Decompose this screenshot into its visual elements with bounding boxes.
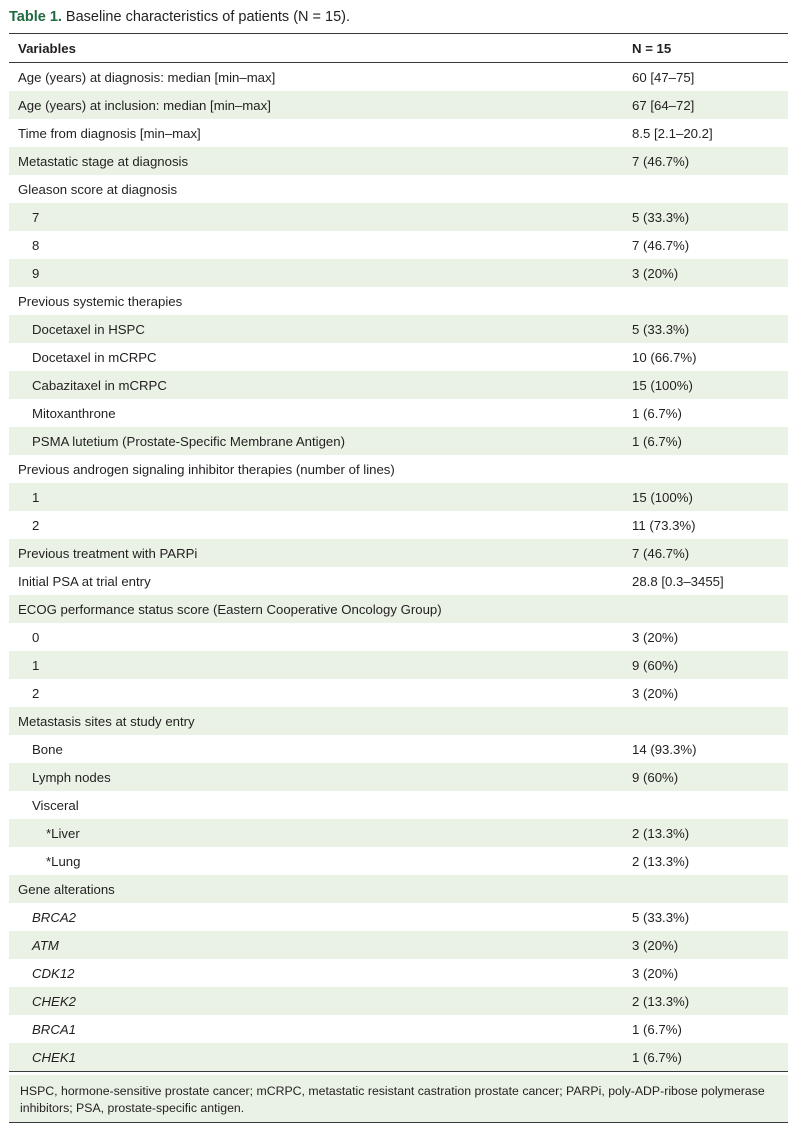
row-value: 15 (100%) — [621, 371, 788, 399]
row-value: 3 (20%) — [632, 965, 679, 981]
row-label: BRCA1 — [32, 1021, 76, 1037]
row-value: 2 (13.3%) — [632, 853, 690, 869]
row-label: 9 — [9, 259, 621, 287]
row-value: 11 (73.3%) — [632, 517, 696, 533]
row-label: Age (years) at inclusion: median [min–max] — [9, 91, 621, 119]
table-row — [9, 1015, 788, 1043]
row-label: CHEK1 — [9, 1043, 621, 1072]
table-row — [9, 175, 788, 203]
row-label: 1 — [9, 651, 621, 679]
row-value — [621, 595, 788, 623]
row-value: 2 (13.3%) — [621, 819, 788, 847]
table-row — [9, 259, 788, 287]
row-label: Initial PSA at trial entry — [18, 573, 151, 589]
row-label: Gene alterations — [9, 875, 621, 903]
row-label: 1 — [9, 483, 621, 511]
table-label: Table 1. — [9, 9, 62, 25]
row-value: 5 (33.3%) — [621, 315, 788, 343]
row-value — [621, 287, 788, 315]
row-label: ATM — [9, 931, 621, 959]
table-row — [9, 287, 788, 315]
row-value: 1 (6.7%) — [621, 427, 788, 455]
table-row — [9, 623, 788, 651]
row-value: 5 (33.3%) — [632, 909, 690, 925]
table-header-row — [9, 34, 788, 63]
table-row — [9, 511, 788, 539]
row-value: 1 (6.7%) — [632, 1021, 682, 1037]
header-variables: Variables — [9, 34, 621, 63]
table-row — [9, 651, 788, 679]
row-label: Previous treatment with PARPi — [9, 539, 621, 567]
table-row — [9, 903, 788, 931]
table-row — [9, 147, 788, 175]
row-value: 2 (13.3%) — [621, 987, 788, 1015]
table-row — [9, 231, 788, 259]
table-row — [9, 847, 788, 875]
row-value — [621, 175, 788, 203]
row-label: Mitoxanthrone — [32, 405, 116, 421]
row-value: 9 (60%) — [621, 763, 788, 791]
table-row — [9, 931, 788, 959]
row-value — [621, 707, 788, 735]
row-label: Lymph nodes — [9, 763, 621, 791]
table-row — [9, 819, 788, 847]
table-row — [9, 735, 788, 763]
row-value: 67 [64–72] — [621, 91, 788, 119]
header-n: N = 15 — [621, 34, 788, 63]
row-value: 5 (33.3%) — [621, 203, 788, 231]
table-row — [9, 707, 788, 735]
row-value: 3 (20%) — [621, 259, 788, 287]
table-title: Baseline characteristics of patients (N = 15). — [65, 9, 351, 25]
row-label: Gleason score at diagnosis — [18, 181, 178, 197]
table-row — [9, 315, 788, 343]
table-row — [9, 875, 788, 903]
row-value: 7 (46.7%) — [621, 147, 788, 175]
table-row — [9, 427, 788, 455]
table-row — [9, 483, 788, 511]
table-row — [9, 203, 788, 231]
table-row — [9, 399, 788, 427]
row-value: 15 (100%) — [621, 483, 788, 511]
row-value: 60 [47–75] — [632, 69, 695, 85]
table-row — [9, 791, 788, 819]
row-value: 3 (20%) — [632, 629, 679, 645]
row-value: 9 (60%) — [621, 651, 788, 679]
row-label: 7 — [9, 203, 621, 231]
row-value: 1 (6.7%) — [632, 405, 682, 421]
row-value: 8.5 [2.1–20.2] — [632, 125, 713, 141]
row-label: Cabazitaxel in mCRPC — [9, 371, 621, 399]
table-row — [9, 595, 788, 623]
row-label: ECOG performance status score (Eastern Cooperative Oncology Group) — [9, 595, 621, 623]
row-label: Docetaxel in HSPC — [9, 315, 621, 343]
row-value: 7 (46.7%) — [621, 539, 788, 567]
table-row — [9, 119, 788, 147]
row-label: Previous androgen signaling inhibitor therapies (number of lines) — [18, 461, 395, 477]
row-label: Docetaxel in mCRPC — [32, 349, 157, 365]
row-value: 3 (20%) — [621, 931, 788, 959]
row-label: *Lung — [46, 853, 81, 869]
table-row — [9, 63, 788, 92]
row-label: CDK12 — [32, 965, 75, 981]
table-row — [9, 679, 788, 707]
table-row — [9, 1043, 788, 1072]
table-row — [9, 371, 788, 399]
row-label: BRCA2 — [32, 909, 76, 925]
row-label: 2 — [32, 685, 40, 701]
table-row — [9, 539, 788, 567]
row-label: Age (years) at diagnosis: median [min–max] — [18, 69, 276, 85]
table-row — [9, 959, 788, 987]
row-value: 7 (46.7%) — [632, 237, 690, 253]
row-value: 28.8 [0.3–3455] — [632, 573, 724, 589]
row-value: 3 (20%) — [632, 685, 679, 701]
row-label: 8 — [32, 237, 40, 253]
row-value: 14 (93.3%) — [632, 741, 697, 757]
table-caption — [9, 8, 350, 26]
table-row — [9, 91, 788, 119]
table-row — [9, 987, 788, 1015]
row-label: CHEK2 — [9, 987, 621, 1015]
row-label: Previous systemic therapies — [18, 293, 183, 309]
row-value: 1 (6.7%) — [621, 1043, 788, 1072]
row-value: 10 (66.7%) — [632, 349, 697, 365]
table-row — [9, 455, 788, 483]
row-label: 2 — [32, 517, 40, 533]
table-row — [9, 567, 788, 595]
row-label: Bone — [32, 741, 63, 757]
row-label: *Liver — [9, 819, 621, 847]
row-label: Visceral — [32, 797, 79, 813]
table-body — [9, 63, 788, 1072]
table-row — [9, 763, 788, 791]
row-label: Metastasis sites at study entry — [9, 707, 621, 735]
row-value — [621, 455, 788, 483]
baseline-table — [9, 33, 788, 1072]
row-label: Time from diagnosis [min–max] — [18, 125, 201, 141]
row-label: PSMA lutetium (Prostate-Specific Membrane Antigen) — [9, 427, 621, 455]
table-row — [9, 343, 788, 371]
row-value — [621, 791, 788, 819]
row-value — [621, 875, 788, 903]
row-label: 0 — [32, 629, 40, 645]
row-label: Metastatic stage at diagnosis — [9, 147, 621, 175]
table-footnote: HSPC, hormone-sensitive prostate cancer; mCRPC, metastatic resistant castration prostate cancer; PARPi, poly-ADP-ribose polymerase inhibitors; PSA, prostate-specific antigen. — [9, 1075, 788, 1123]
